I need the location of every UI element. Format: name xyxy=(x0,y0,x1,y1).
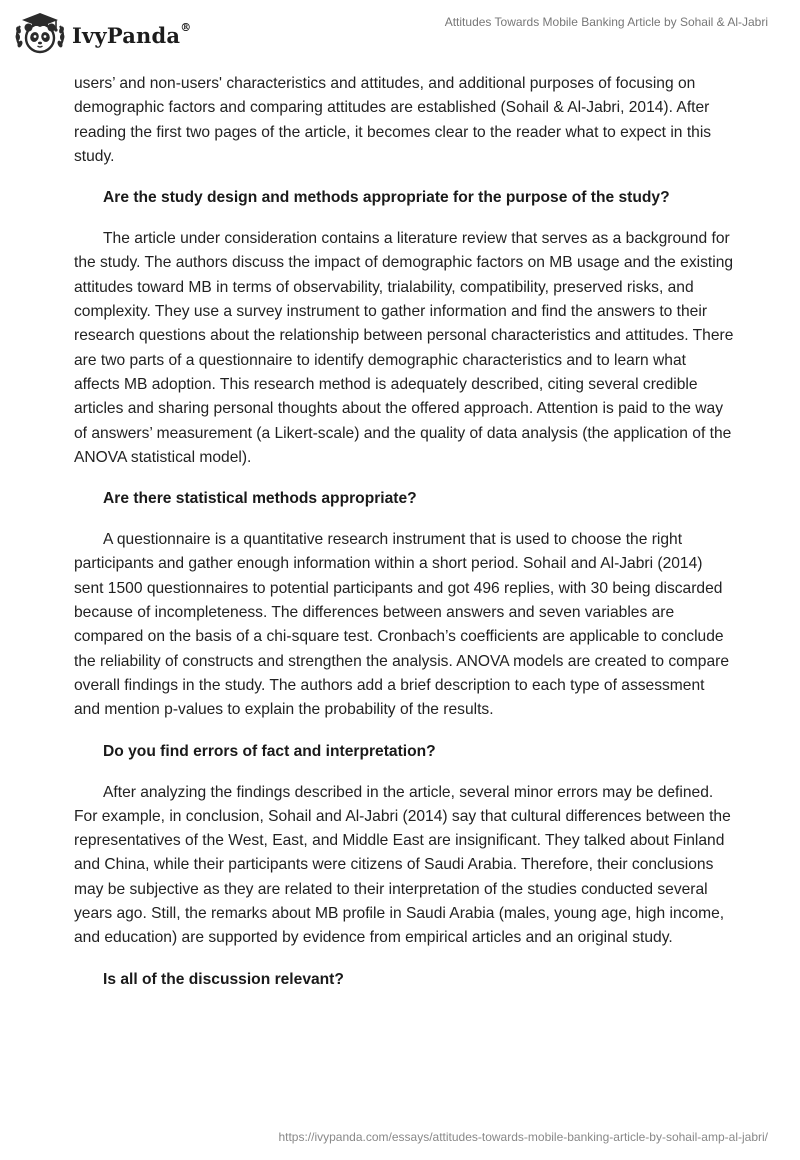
registered-mark: ® xyxy=(180,20,192,34)
section-heading-discussion-relevance: Is all of the discussion relevant? xyxy=(103,970,344,988)
source-url[interactable]: https://ivypanda.com/essays/attitudes-towards-mobile-banking-article-by-sohail-amp-al-jabri/ xyxy=(278,1130,768,1144)
ivypanda-logo[interactable] xyxy=(14,10,191,58)
paragraph-errors: After analyzing the findings described in the article, several minor errors may be defined. For example, in conclusion, Sohail and Al-Jabri (2014) say that cultural differences between the representatives of the West, East, and Middle East are insignificant. They talked about Finland and China, while their participants were citizens of Saudi Arabia. Therefore, their conclusions may be subjective as they are related to their interpretation of the studies conducted several years ago. Still, the remarks about MB profile in Saudi Arabia (males, young age, high income, and education) are supported by evidence from empirical articles and an original study. xyxy=(74,783,731,947)
paragraph-intro-continued: users’ and non-users' characteristics and attitudes, and additional purposes of focusing on demographic factors and comparing attitudes are established (Sohail & Al-Jabri, 2014). After reading the first two pages of the article, it becomes clear to the reader what to expect in this study. xyxy=(74,75,712,165)
section-heading-errors: Do you find errors of fact and interpretation? xyxy=(103,742,436,760)
paragraph-study-design: The article under consideration contains a literature review that serves as a background for the study. The authors discuss the impact of demographic factors on MB usage and the existing attitudes toward MB in terms of observability, trialability, compatibility, preserved risks, and complexity. They use a survey instrument to gather information and find the answers to their research questions about the relationship between personal characteristics and attitudes. There are two parts of a questionnaire to identify demographic characteristics and to learn what affects MB adoption. This research method is adequately described, citing several credible articles and sharing personal thoughts about the offered approach. Attention is paid to the way of answers’ measurement (a Likert-scale) and the quality of data analysis (the application of the ANOVA statistical model). xyxy=(74,230,734,466)
page-header xyxy=(0,0,800,70)
paragraph-statistical-methods: A questionnaire is a quantitative research instrument that is used to choose the right participants and gather enough information within a short period. Sohail and Al-Jabri (2014) sent 1500 questionnaires to potential participants and got 496 replies, with 30 being discarded because of incompleteness. The differences between answers and seven variables are compared on the basis of a chi-square test. Cronbach’s coefficients are applicable to conclude the reliability of constructs and strengthen the analysis. ANOVA models are created to compare overall findings in the study. The authors add a brief description to each type of assessment and mention p-values to explain the probability of the results. xyxy=(74,531,729,719)
brand-name: IvyPanda® xyxy=(72,20,192,48)
section-heading-statistical-methods: Are there statistical methods appropriate? xyxy=(103,490,417,508)
document-title: Attitudes Towards Mobile Banking Article by Sohail & Al-Jabri xyxy=(444,15,768,29)
essay-body xyxy=(74,72,734,1009)
section-heading-study-design: Are the study design and methods appropriate for the purpose of the study? xyxy=(103,189,670,207)
panda-graduation-cap-icon xyxy=(14,10,66,58)
